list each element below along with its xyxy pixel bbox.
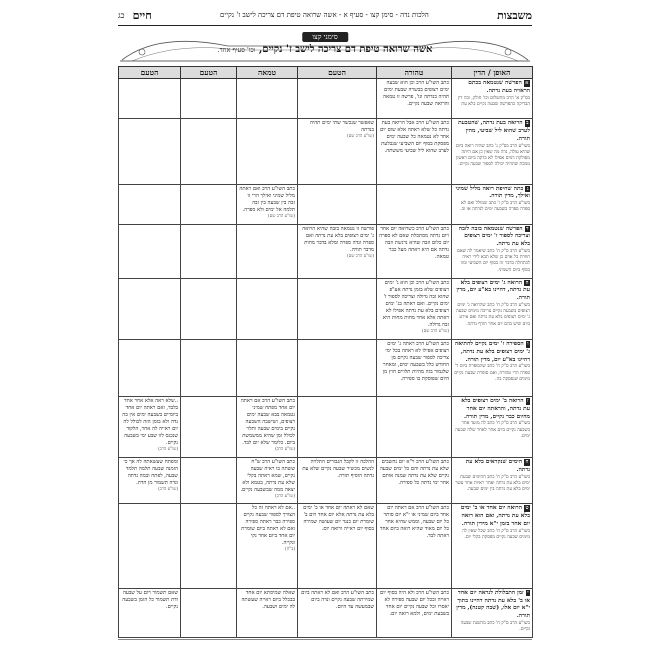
case-number: ג: [526, 185, 529, 192]
impure-reason-cell: [181, 224, 237, 278]
col-header-impure: טמאה: [237, 67, 298, 79]
col-header-pure: טהורה: [377, 67, 452, 79]
reason-source: (שו"ע הרב שם): [346, 253, 374, 259]
case-text: כתה שחיפת רואה מליל שמיני ואילך, מדין תורה.: [455, 185, 530, 200]
extra-reason-cell: [119, 79, 181, 119]
impure-cell: [237, 119, 298, 184]
impure-cell: [237, 396, 298, 457]
case-text: הרואה יום אחד או ב' ימים בלא עת נדתה, ואם הוא רואה יום אחד בזמן י"א מידין תורה.: [460, 505, 530, 527]
impure-reason-cell: [181, 79, 237, 119]
table-row: [119, 79, 533, 119]
impure-reason-cell: [181, 119, 237, 184]
impure-cell: [237, 224, 298, 278]
pure-reason-cell: [298, 119, 377, 184]
pure-text: כתב השו"ע הרב וי"א יום נחשבים שלא עת נדתה והם כל ימים שבעה נקיים שלא עת נדתה שמנה אותם אחר ימי נדתה כל ספירה.: [379, 458, 449, 487]
case-note: בשו"ע הרב ס"ק ז' כתב שמולל ואם לא ספרה ספרה בשבעה ימים לנדתה או זב.: [460, 201, 530, 213]
pure-text: כתב השו"ע הרב כשרואה יום אחד ויום נדתה מסתכלת שאם לא ספרה יום כלום וזבה שהיא נרגשת וזבה נדתה אם היא ראתה מעל כבר טמאה.: [379, 225, 449, 260]
case-text: הימים שנקראים בלא עת נדתה.: [465, 458, 530, 473]
table-row: [119, 457, 533, 503]
case-number: ו: [527, 340, 529, 347]
extra-reason-cell: [119, 184, 181, 224]
impure-text: כתב השו"ע הרב ואם ראתה מליל שמיני ואילך הרי זו זבה בין שבעה בין זבה תלמה אל ימים ולא ספרה.: [239, 185, 295, 213]
impure-text: כתב השו"ע הרב אם ראתה יום אחד מפתח שמיני נטמאה בבא שבעה ימים רצופים, ושישבה השבעה נקיים בימים שבעה ותלוי לכולל זמן שהיא ממשמשת ביום. כלומר שלא יום לבד.: [240, 397, 295, 446]
impure-cell: [237, 504, 298, 588]
pure-cell: [377, 79, 452, 119]
extra-reason-cell: [119, 339, 181, 396]
reason-text: שאפשר שנכשר שתי ימים תהיה בנדתה: [309, 120, 374, 134]
table-row: [119, 224, 533, 278]
table-row: [119, 184, 533, 224]
extra-reason-text: ומפתח שעשאתה לה אך כי הזמנה שבעה תלמה תלמד שבעה, לפתח ובמה נדתה ונדה תשמור מן הדת.: [123, 458, 178, 487]
impure-reason-cell: [181, 278, 237, 339]
footer-rule: [118, 639, 532, 640]
case-cell: [452, 184, 533, 224]
case-note: בשו"ע הרב ס"ק ח' כתב לה מועד אחר בשבעה נקיים ביום אחר לאחר שלה שבעה ימים.: [455, 421, 530, 439]
impure-text: ..אם לא ראתה זה כל הצורך לספור שבעה נקיים ספירה כבר ראתה ספירה ואם לא ראתה ביום שומרת יום אחד ביום אחד נקי ונקייה.: [241, 505, 295, 547]
extra-reason-cell: [119, 119, 181, 184]
case-number: י: [527, 589, 529, 596]
case-cell: [452, 79, 533, 119]
case-note: בשו"ע הרב ס"ק ח' כתב שכל שאין לה מימים שבעה נקיים מפסקת בקלי יום.: [462, 528, 530, 540]
reason-text: שאם לא ראתה יום אחד או ב' ימים בלא עת נדתה אלא יום אחד ויום ב' שומרת יום כנגד יום שעושה שמירה בסוף יום ראייה ורואה יום.: [303, 505, 374, 533]
impure-source: (ב"ח): [285, 547, 295, 553]
pure-text: כתב השו"ע הרב אבל הרואה בעת נדתה כל שלא ראתה אלא שום יום אחד לא נטמאה כל שבעה ימים מפסקת בסוף יום השביעי שנבלעת לערב שהוא ליל שביעי מששתה.: [379, 120, 449, 155]
pure-reason-cell: [298, 278, 377, 339]
col-header-case: האופן / הדין: [452, 67, 533, 79]
reason-source: (שו"ע הרב שם): [346, 134, 374, 140]
rulings-table: [118, 66, 533, 638]
pure-reason-cell: [298, 184, 377, 224]
pure-cell: [377, 184, 452, 224]
pure-reason-cell: [298, 224, 377, 278]
pure-reason-cell: [298, 396, 377, 457]
table-row: [119, 278, 533, 339]
header-left-group: [118, 9, 152, 22]
case-note: בשו"ע הרב ס"ק ח' כתב שהרואה ג' ימים רצופים בשבעה נקיים צריכה מימים שבעה ג' ימים רצופים בלא עת נדתה ואם אירע ביום שיש בהם יום אחר חורף נדתה.: [456, 303, 530, 327]
impure-reason-cell: [181, 504, 237, 588]
book-brand: משבצות: [497, 8, 532, 22]
table-row: [119, 504, 533, 588]
impure-source: (שו"ע הרב): [275, 446, 295, 452]
page-number: כג: [118, 10, 125, 20]
reason-text: כתב השו"ע הרב ואם לא ראתה ביום שמירתה שבעה נקיים ונדה ביום שבמעשה עד היום.: [301, 589, 374, 610]
pure-reason-cell: [298, 504, 377, 588]
case-cell: [452, 278, 533, 339]
impure-reason-cell: [181, 184, 237, 224]
pure-text: כתב השו"ע הרב ולא היה בסוף יום ראייה ובכל יום שבעה ספירה לא יאסרו וכל שבעה נקיים יום אחד בשבעת ימים, ולמא רואה יום.: [379, 589, 449, 617]
section-tag: סימני קצו: [302, 32, 348, 42]
case-number: ד: [526, 225, 529, 232]
case-note: בשו"ע הרב ס"ק ח' כתב שהסופרת ביום ד' ספרה הרי טהורה, ואם סופרת שבעה נקיים מימים שנפסקה בה.: [454, 364, 530, 382]
reason-text: ההלכה זו לקבל הגבורים התלויה לנשים מכשיר שבעה נקיים שלא עת נדתה הוסיף תורה.: [302, 458, 374, 480]
case-text: הפרשה שנטמאה בכתם הראויה בעת נדתה.: [468, 80, 530, 94]
impure-reason-cell: [181, 396, 237, 457]
section-banner: [118, 30, 532, 64]
pure-reason-cell: [298, 79, 377, 119]
impure-reason-cell: [181, 457, 237, 503]
impure-source: (שו"ע הרב שם): [267, 213, 295, 219]
pure-text: כתב השו"ע הרב וכן הוא ג' ימים רצופים שלא בזמן נדתה אע"פ שהוא זבה גדולה וצריכה לספור ז' ימים נקיים. ואם ראתה בג' ימים רצופים בלא עת נדתה אפילו לא ראתה אלא אחר מחות מחות היא זבה גדולה.: [382, 279, 449, 328]
impure-text: שאלה שמיסתא יום אחד בבכלל ביום ראייה שעשתה לה ימים ושבעה.: [241, 589, 295, 610]
pure-cell: [377, 224, 452, 278]
extra-reason-source: (שו"ע הרב): [158, 446, 178, 452]
reason-text: פורשה זו נטמאה בזבה שהיא הרואה ג' ימים רצופים בלא עת נדתה ואם ספרה ונדה ספרה ומלא בדבר מחות מדבר תורה.: [302, 225, 374, 253]
case-text: הפרשה שנטמאה בזבה לזבה וצריכה לספור ז' ימים רצופים בלא עת נדתה.: [458, 225, 530, 248]
pure-source: (שו"ע הרב שם): [421, 328, 449, 334]
pure-cell: [377, 457, 452, 503]
impure-reason-cell: [181, 339, 237, 396]
case-text: הספירה ז' ימים נקיים להתיאה ג' ימים רצופים בלא עת נדתה, דהיינו בא"ע יום, מדין תורה.: [454, 340, 530, 363]
impure-source: (שו"ע הרב): [275, 494, 295, 500]
case-cell: [452, 339, 533, 396]
case-note: בס"ק א' הרב מתשלום וכו' חולק, ובה דין הבדיקה כהפרשה שבעה נקיים בלא עת: [457, 95, 530, 107]
case-number: א: [525, 80, 529, 86]
impure-cell: [237, 184, 298, 224]
case-text: הרואה בעת נדתה, שהטבעת לערב שהוא ליל שביעי, מהין תורה.: [458, 120, 530, 142]
impure-text: כתב השו"ע הרב ש"ח ששתה בו ראיה שבעה נקיים, שמא ראתה בקלי שלא עת נדתה, בטמא ולא יצאה ממה שבשבעה נקיים.: [240, 458, 295, 494]
pure-cell: [377, 588, 452, 637]
impure-cell: [237, 339, 298, 396]
pure-reason-cell: [298, 339, 377, 396]
case-note: בשו"ע הרב ס"ק ח' כתב שיאמר לה שאם חוזרת כל אדם כן שלא תבא לידי ראיה לכתחלה בדבר זה בסוף יום השביעי ומזו בסוף ביום השמיני.: [457, 249, 530, 273]
impure-cell: [237, 588, 298, 637]
case-cell: [452, 396, 533, 457]
extra-reason-cell: [119, 457, 181, 503]
impure-cell: [237, 278, 298, 339]
impure-cell: [237, 457, 298, 503]
section-title: [118, 44, 532, 55]
extra-reason-text: שאם תשמור ויום על שבעה ודת תשמור כל הזמן בשבעה נקיים.: [122, 589, 178, 610]
case-note: בשו"ע הרב ס"ק ח' כתב מהשגת שבעה נקיים.: [460, 620, 530, 633]
impure-cell: [237, 79, 298, 119]
case-cell: [452, 224, 533, 278]
case-note: בשו"ע הרב בס"ק ג' כתב שהיה רואה ביום שהיא עולה, נדה מה שאין כן אם היתה מסולקת דמים אפילו לא בדקה ביום ראשון ממכת שתהיה יכולה לספור שבעה נקיים.: [455, 143, 530, 168]
col-header-reason-extra: הטעם: [119, 67, 181, 79]
table-row: [119, 588, 533, 637]
case-text: זמן התבלולת לנראה יום אחד או ב' בלא עת נדתה דהיינו בתוך י"א יום אלו, (שבה קטנה), מדין תורה.: [456, 589, 530, 620]
case-number: ח: [525, 458, 529, 465]
extra-reason-cell: [119, 224, 181, 278]
extra-reason-cell: [119, 278, 181, 339]
pure-text: כתב השו"ע הרב ראתה ג' ימים רצופים אפילו לא ראתה בכל ימי צריכה לספור שבעה נקיים מן החודש כלל בשבעה ימים, ומאחר שלגמור בזה מהיות תלויים חוץ מן היום שפוסקת בו ספירה.: [382, 340, 449, 382]
case-text: הרואה ב' ימים רצופים בלא עת נדתה, והראתה יום אחר מהיום כבר נקיים, מדין תורה.: [461, 397, 530, 420]
header-rule: [118, 25, 532, 26]
extra-reason-cell: [119, 396, 181, 457]
header-word: חיים: [132, 8, 152, 22]
pure-cell: [377, 278, 452, 339]
pure-reason-cell: [298, 457, 377, 503]
section-subtitle: וכו' סעיף אחד.: [217, 46, 256, 54]
case-cell: [452, 457, 533, 503]
case-number: ט: [525, 505, 529, 512]
running-header: [118, 6, 532, 24]
case-note: בשו"ע הרב ס"ק ח' כתב ההימים שבעת ימים בלא עת נדתה ואחר ראיות אחד עשר ימים בלא עת נדתה בין ימים שבעה.: [455, 474, 530, 492]
table-row: [119, 119, 533, 184]
case-cell: [452, 119, 533, 184]
pure-text: כתב השו"ע הרב אם ראתה יום אחד ביום שמיני או י"א יום סותר כל יום שבעה, וממש שהיא אחר כל יום מאוד שהיא רואה ביום אחד ראתה לבד.: [380, 505, 449, 540]
pure-text: כתב השו"ע הרב וכן הוא שבעה ימים רצופים בבשרה שבעת ימים תהיה בנדתה וגו', פרשה זו טמאה והרואה שבעה נקיים.: [382, 80, 449, 108]
col-header-pure-reason: הטעם: [298, 67, 377, 79]
case-cell: [452, 588, 533, 637]
case-number: ז: [527, 397, 529, 404]
pure-cell: [377, 119, 452, 184]
case-number: ב: [526, 120, 529, 127]
case-text: הרואה ג' ימים רצופים בלא עת נדתה, דהיינו בא"ע יום, מדין תורה.: [456, 279, 530, 302]
extra-reason-cell: [119, 588, 181, 637]
pure-reason-cell: [298, 588, 377, 637]
extra-reason-source: (שו"ע הרב): [158, 487, 178, 493]
table-row: [119, 339, 533, 396]
impure-reason-cell: [181, 588, 237, 637]
table-header-row: [119, 67, 533, 79]
section-title-text: אשה שרואה טיפת דם צריכה לישב ז' נקיים,: [258, 44, 433, 55]
pure-cell: [377, 396, 452, 457]
extra-reason-text: ..שלא ראה אלא אחר אחד בלבד, ואם ראתה יום אחד ביומיים בשבעה ימים אין בה נדה ולא בזמן הזה לכולל לה יום ראייה לה אחר, הלקוד שנכנס לזו שבע ימי בשבעה נקיים.: [122, 397, 178, 446]
case-cell: [452, 504, 533, 588]
col-header-impure-reason: הטעם: [181, 67, 237, 79]
pure-cell: [377, 504, 452, 588]
table-row: [119, 396, 533, 457]
case-number: ה: [525, 279, 529, 286]
pure-cell: [377, 339, 452, 396]
extra-reason-cell: [119, 504, 181, 588]
chapter-heading: הלכות נדה - סימן קצו - סעיף א - אשה שרואה טיפת דם צריכה לישב ז' נקיים: [220, 11, 429, 19]
